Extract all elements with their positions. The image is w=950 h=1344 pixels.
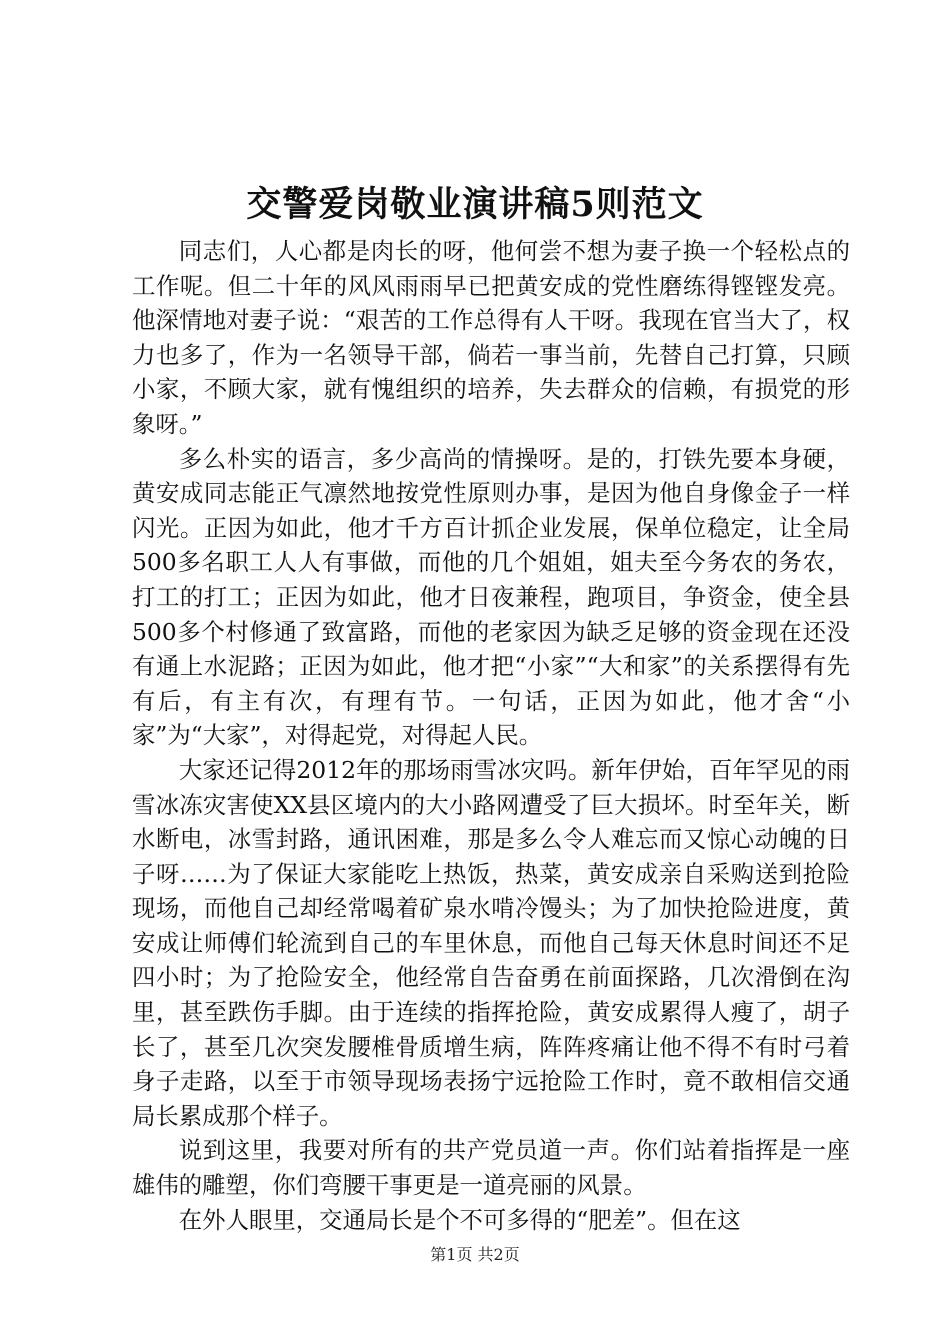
document-body <box>132 234 850 1237</box>
page-number: 第1页 共2页 <box>430 1245 520 1264</box>
paragraph-1: 同志们，人心都是肉长的呀，他何尝不想为妻子换一个轻松点的工作呢。但二十年的风风雨雨早已把黄安成的党性磨练得铿铿发亮。他深情地对妻子说：“艰苦的工作总得有人干呀。我现在官当大了，权力也多了，作为一名领导干部，倘若一事当前，先替自己打算，只顾小家，不顾大家，就有愧组织的培养，失去群众的信赖，有损党的形象呀。” <box>132 237 850 438</box>
document-title: 交警爱岗敬业演讲稿5则范文 <box>246 184 704 225</box>
paragraph-3: 大家还记得2012年的那场雨雪冰灾吗。新年伊始，百年罕见的雨雪冰冻灾害使XX县区境内的大小路网遭受了巨大损坏。时至年关，断水断电，冰雪封路，通讯困难，那是多么令人难忘而又惊心动魄的日子呀……为了保证大家能吃上热饭，热菜，黄安成亲自采购送到抢险现场，而他自己却经常喝着矿泉水啃冷馒头；为了加快抢险进度，黄安成让师傅们轮流到自己的车里休息，而他自己每天休息时间还不足四小时；为了抢险安全，他经常自告奋勇在前面探路，几次滑倒在沟里，甚至跌伤手脚。由于连续的指挥抢险，黄安成累得人瘦了，胡子长了，甚至几次突发腰椎骨质增生病，阵阵疼痛让他不得不有时弓着身子走路，以至于市领导现场表扬宁远抢险工作时，竟不敢相信交通局长累成那个样子。 <box>132 755 850 1130</box>
paragraph-5: 在外人眼里，交通局长是个不可多得的“肥差”。但在这 <box>178 1205 741 1234</box>
paragraph-4: 说到这里，我要对所有的共产党员道一声。你们站着指挥是一座雄伟的雕塑，你们弯腰干事更是一道亮丽的风景。 <box>132 1136 850 1200</box>
paragraph-2: 多么朴实的语言，多少高尚的情操呀。是的，打铁先要本身硬，黄安成同志能正气凛然地按党性原则办事，是因为他自身像金子一样闪光。正因为如此，他才千方百计抓企业发展，保单位稳定，让全局500多名职工人人有事做，而他的几个姐姐，姐夫至今务农的务农，打工的打工；正因为如此，他才日夜兼程，跑项目，争资金，使全县500多个村修通了致富路，而他的老家因为缺乏足够的资金现在还没有通上水泥路；正因为如此，他才把“小家”“大和家”的关系摆得有先有后，有主有次，有理有节。一句话，正因为如此，他才舍“小家”为“大家”，对得起党，对得起人民。 <box>132 444 850 750</box>
